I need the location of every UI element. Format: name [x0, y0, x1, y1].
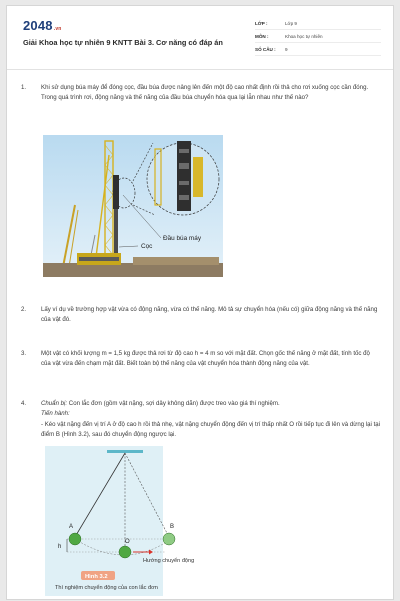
pile-driver-illustration [43, 135, 223, 277]
pile-driver-figure [43, 135, 223, 277]
ball-a [69, 533, 81, 545]
meta-table [255, 17, 381, 56]
question-4 [21, 399, 381, 441]
prep-text: Con lắc đơn (gồm vật nặng, sợi dây không dãn) được treo vào giá thí nghiệm. [67, 400, 280, 407]
meta-value: Lớp 9 [285, 20, 297, 26]
pile-label: Cọc [141, 243, 153, 250]
meta-value: 9 [285, 46, 288, 52]
question-text: Một vật có khối lượng m = 1,5 kg được thả rơi từ độ cao h = 4 m so với mặt đất. Chọn gốc thế năng ở mặt đất, tính tốc độ của vật vừa đến chạm mặt đất. Biết toàn bộ thế năng của vật chuyển hóa thành động năng của vật. [41, 350, 370, 368]
page-title: Giải Khoa học tự nhiên 9 KNTT Bài 3. Cơ năng có đáp án [23, 38, 223, 47]
site-logo[interactable]: 2048.vn [23, 18, 62, 33]
question-1 [21, 83, 381, 104]
question-number: 3. [21, 350, 27, 357]
pendulum-figure [45, 446, 195, 596]
point-o-label: O [125, 539, 130, 545]
meta-row-count [255, 43, 381, 56]
page-header [7, 6, 393, 70]
meta-row-grade [255, 17, 381, 30]
question-text: - Kéo vật nặng đến vị trí A ở độ cao h rồi thả nhẹ, vật nặng chuyển động đến vị trí thấp nhất O rồi tiếp tục đi lên và dừng lại tại điểm B (Hình 3.2), sau đó chuyển động ngược lại. [41, 420, 381, 439]
question-2 [21, 305, 381, 326]
height-label: h [58, 544, 62, 550]
meta-key: LỚP : [255, 20, 268, 26]
hammer-head-label: Đầu búa máy [163, 235, 202, 242]
point-a-label: A [69, 524, 74, 530]
document-page [6, 5, 394, 600]
ball-b [163, 533, 175, 545]
ball-o [119, 546, 131, 558]
steps-label: Tiến hành: [41, 410, 70, 418]
svg-text:Hình 3.2: Hình 3.2 [85, 574, 108, 580]
meta-key: SỐ CÂU : [255, 46, 276, 52]
direction-label: Hướng chuyển động [143, 558, 195, 564]
question-text: Lấy ví dụ về trường hợp vật vừa có động năng, vừa có thế năng. Mô tả sự chuyển hóa (nếu có) giữa động năng và thế năng của vật đó. [41, 306, 378, 324]
prep-label: Chuẩn bị: [41, 400, 68, 407]
pendulum-illustration [45, 446, 195, 596]
question-text: Khi sử dụng búa máy để đóng cọc, đầu búa được nâng lên đến một độ cao nhất định rồi thả cho rơi xuống cọc cần đóng. [41, 84, 369, 91]
question-number: 1. [21, 84, 27, 91]
meta-value: Khoa học tự nhiên [285, 33, 323, 39]
question-prep [41, 399, 381, 409]
meta-row-subject [255, 30, 381, 43]
figure-caption: Thí nghiệm chuyển động của con lắc đơn [55, 585, 158, 591]
question-number: 4. [21, 400, 27, 407]
meta-key: MÔN : [255, 33, 269, 39]
question-3 [21, 349, 381, 370]
question-number: 2. [21, 306, 27, 313]
question-text: Trong quá trình rơi, động năng và thế năng của đầu búa chuyển hóa qua lại lẫn nhau như thế nào? [41, 94, 309, 102]
point-b-label: B [170, 524, 175, 530]
